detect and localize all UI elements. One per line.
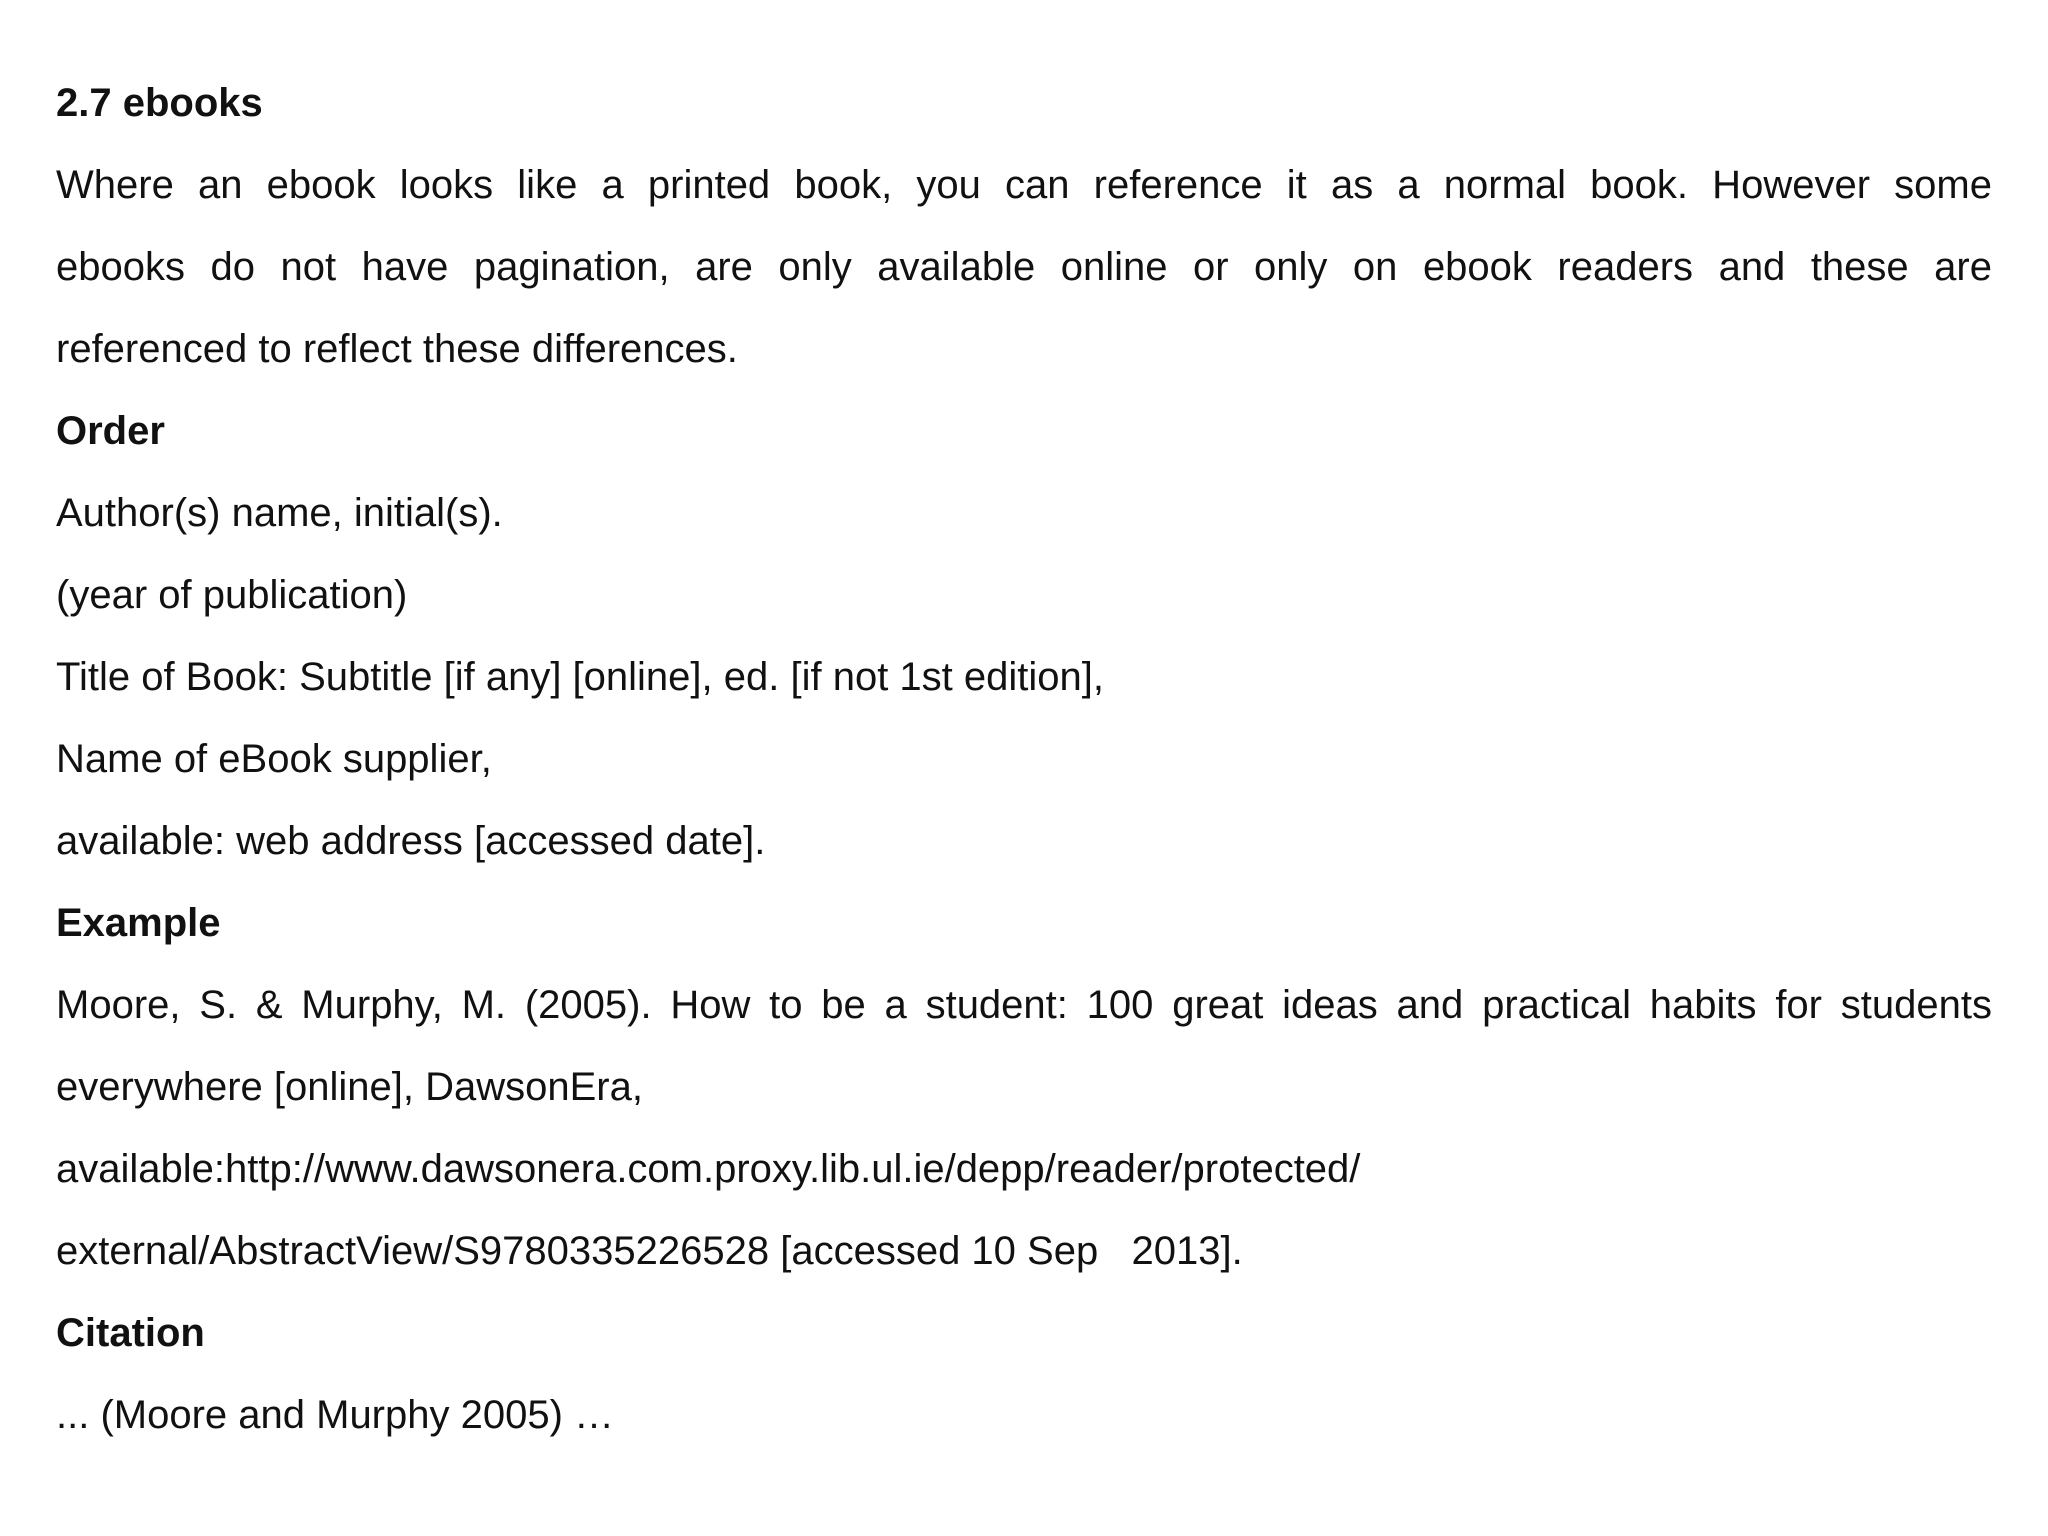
document-page [56, 62, 1992, 1456]
example-line-2: everywhere [online], DawsonEra, [56, 1065, 643, 1109]
intro-line-2: ebooks do not have pagination, are only available online or only on ebook readers and these are [56, 245, 1992, 289]
citation-heading: Citation [56, 1311, 205, 1355]
example-line-4: external/AbstractView/S9780335226528 [accessed 10 Sep 2013]. [56, 1229, 1243, 1273]
section-heading: 2.7 ebooks [56, 81, 263, 125]
order-line-title: Title of Book: Subtitle [if any] [online], ed. [if not 1st edition], [56, 655, 1104, 699]
intro-line-1: Where an ebook looks like a printed book, you can reference it as a normal book. However some [56, 163, 1992, 207]
order-line-author: Author(s) name, initial(s). [56, 491, 503, 535]
order-heading: Order [56, 409, 165, 453]
example-line-1: Moore, S. & Murphy, M. (2005). How to be a student: 100 great ideas and practical habits for students [56, 983, 1992, 1027]
order-line-supplier: Name of eBook supplier, [56, 737, 492, 781]
example-line-3: available:http://www.dawsonera.com.proxy.lib.ul.ie/depp/reader/protected/ [56, 1147, 1361, 1191]
order-line-available: available: web address [accessed date]. [56, 819, 766, 863]
example-heading: Example [56, 901, 221, 945]
order-line-year: (year of publication) [56, 573, 408, 617]
citation-text: ... (Moore and Murphy 2005) … [56, 1393, 615, 1437]
intro-line-3: referenced to reflect these differences. [56, 327, 738, 371]
